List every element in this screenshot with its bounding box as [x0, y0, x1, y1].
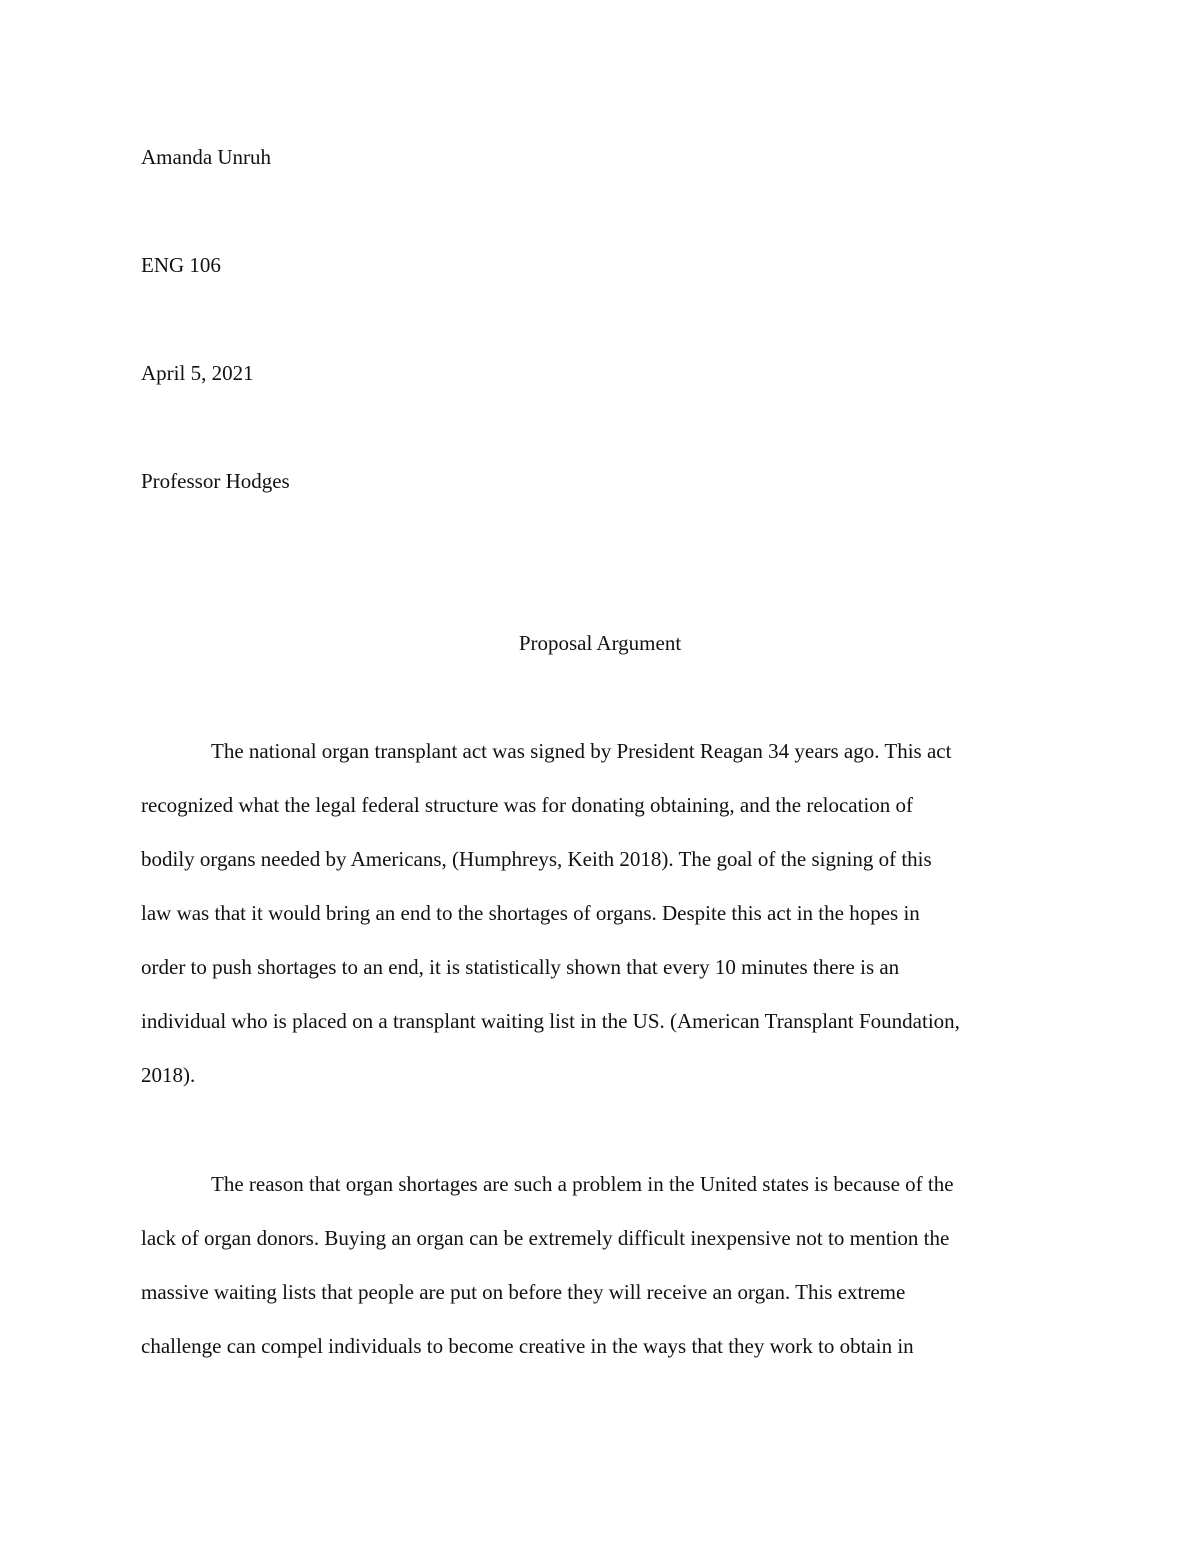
paragraph-line: recognized what the legal federal structure was for donating obtaining, and the relocation of — [141, 793, 914, 817]
paragraph-line: challenge can compel individuals to become creative in the ways that they work to obtain in — [141, 1334, 914, 1358]
author-name: Amanda Unruh — [141, 145, 272, 169]
paragraph-line: bodily organs needed by Americans, (Humphreys, Keith 2018). The goal of the signing of this — [141, 847, 932, 871]
paragraph-line: 2018). — [141, 1063, 196, 1087]
paragraph-line: massive waiting lists that people are put on before they will receive an organ. This extreme — [141, 1280, 906, 1304]
paragraph-line: lack of organ donors. Buying an organ can be extremely difficult inexpensive not to mention the — [141, 1226, 950, 1250]
date: April 5, 2021 — [141, 361, 254, 385]
page-title: Proposal Argument — [518, 631, 682, 655]
paragraph-line: law was that it would bring an end to the shortages of organs. Despite this act in the hopes in — [141, 901, 920, 925]
paragraph-line: The reason that organ shortages are such a problem in the United states is because of the — [211, 1172, 954, 1196]
paragraph-line: individual who is placed on a transplant waiting list in the US. (American Transplant Foundation, — [141, 1009, 960, 1033]
instructor-name: Professor Hodges — [141, 469, 290, 493]
course-name: ENG 106 — [141, 253, 221, 277]
paragraph-line: The national organ transplant act was signed by President Reagan 34 years ago. This act — [211, 739, 952, 763]
paragraph-line: order to push shortages to an end, it is statistically shown that every 10 minutes there is an — [141, 955, 900, 979]
